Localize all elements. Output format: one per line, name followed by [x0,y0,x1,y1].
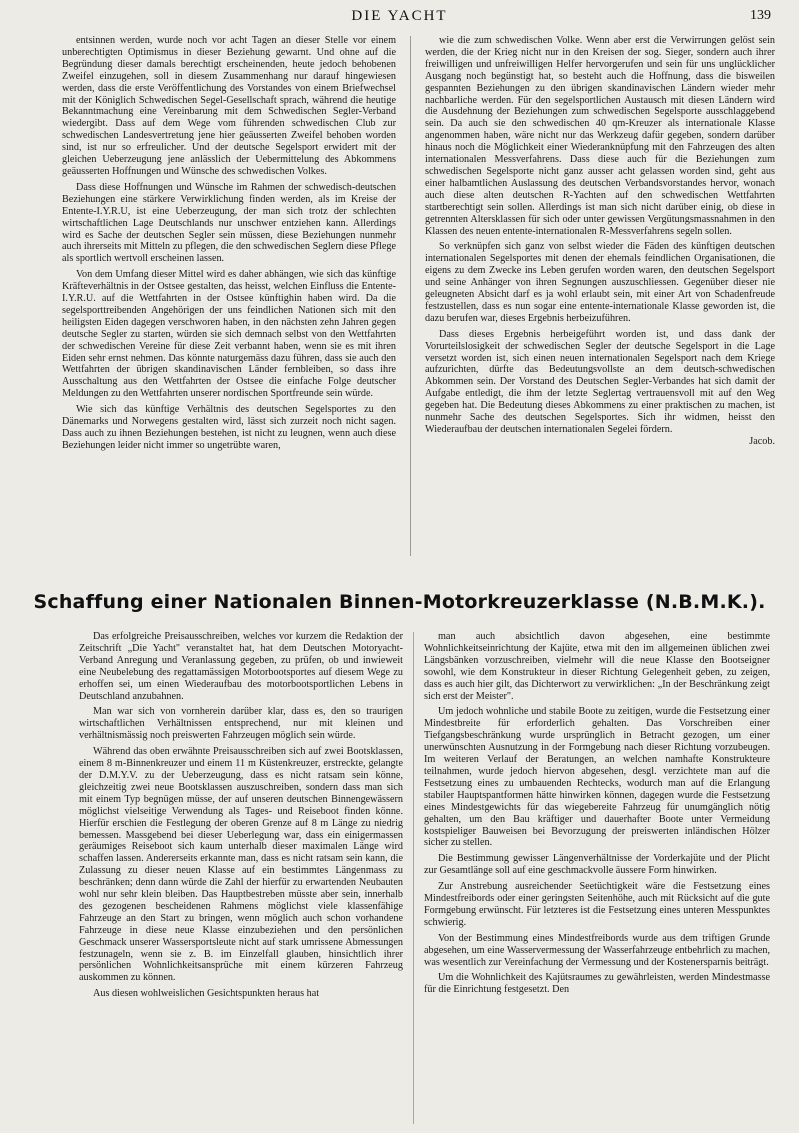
paragraph: Um die Wohnlichkeit des Kajütsraumes zu gewährleisten, werden Mindestmasse für die Einrichtung festgesetzt. Den [424,972,770,996]
paragraph: Aus diesen wohlweislichen Gesichtspunkten heraus hat [93,988,320,1000]
paragraph: Von dem Umfang dieser Mittel wird es daher abhängen, wie sich das künftige Kräfteverhältnis in der Ostsee gestalten, das heisst, welchen Einfluss die Entente-I.Y.R.U. auf die Wettfahrten in der Ostsee künftighin haben wird. Da die segelsporttreibenden Angehörigen der uns feindlichen Nationen sich mit den heiligsten Eiden dagegen verschworen haben, in den nächsten zehn Jahren gegen deutsche Segler zu starten, würden sie sich demnach selbst von den Wettfahrten der schwedischen Vereine für diese Zeit verbannt haben, wenn sie es mit ihren Eiden sehr ernst nehmen. Das könnte naturgemäss dazu führen, dass sie auch den Wettfahrten der übrigen skandinavischen Länder fernbleiben, so dass ihre Ausschaltung aus den Wettfahrten der Ostsee die einfache Folge deutscher Meldungen zu den Wettfahrten unserer nordischen Sportfreunde sein würde. [62,269,396,400]
paragraph: Um jedoch wohnliche und stabile Boote zu zeitigen, wurde die Festsetzung einer Mindestbreite für erforderlich gehalten. Das Vorschreiben einer Tiefgangsbeschränkung wurde ursprünglich in Betracht gezogen, um einer unerwünschten Ausnutzung in der Formgebung nach dieser Richtung vorzubeugen. Im weiteren Verlauf der Beratungen, an welchen namhafte Konstrukteure teilnahmen, wurde jedoch hiervon abgesehen, desgl. verzichtete man auf die Festsetzung eines zu umbauenden Rechtecks, wodurch man auf die Erlangung stabiler Hauptspantformen hätte hinwirken können, dagegen wurde die Festsetzung eines Mindestgewichts für das wiegebereite Fahrzeug für unumgänglich nötig gehalten, um den Bau kräftiger und dauerhafter Boote unter Vermeidung kostspieliger Bauweisen bei Bevorzugung der preiswerten inländischen Hölzer sicher zu stellen. [424,706,770,849]
author-signature: Jacob. [749,435,775,447]
paragraph: Man war sich von vornherein darüber klar, dass es, den so traurigen wirtschaftlichen Verhältnissen entsprechend, nur mit kleinen und verhältnismässig noch preiswerten Fahrzeugen möglich sein würde. [79,706,403,742]
paragraph: Von der Bestimmung eines Mindestfreibords wurde aus dem triftigen Grunde abgesehen, um eine Wasservermessung der Wasserfahrzeuge entbehrlich zu machen, was wesentlich zur Vereinfachung der Vermessung und der Kostenersparnis beiträgt. [424,932,770,968]
paragraph: Die Bestimmung gewisser Längenverhältnisse der Vorderkajüte und der Plicht zur Gesamtlänge soll auf eine geschmackvolle äussere Form hinwirken. [424,853,770,877]
paragraph: Während das oben erwähnte Preisausschreiben sich auf zwei Bootsklassen, einem 8 m-Binnenkreuzer und einem 11 m Küstenkreuzer, erstreckte, gelangte der D.M.Y.V. zu der Ueberzeugung, dass es nicht ratsam sein könne, gleichzeitig zwei neue Bootsklassen auszuschreiben, sondern dass man sich mit einem Typ begnügen müsse, der auf unseren deutschen Binnengewässern möglichst vielseitige Verwendung als Tages- und Reiseboot finden könne. Hierfür erschien die Festlegung der oberen Grenze auf 8 m Länge zu niedrig bemessen. Massgebend bei dieser Ueberlegung war, dass ein einigermassen geräumiges Reiseboot sich kaum unterhalb dieser maximalen Länge wird schaffen lassen. Andererseits erkannte man, dass es nicht ratsam sein kann, die Zulassung zu dieser neuen Klasse auf ein bestimmtes Längenmass zu beschränken; denn dann würde die Zahl der hierfür zu erwartenden Neubauten wohl nur sehr klein bleiben. Das Hauptbestreben müsste aber sein, innerhalb des gezogenen bescheidenen Rahmens möglichst viele klassenfähige Fahrzeuge an den Start zu bringen, wenn möglich auch schon vorhandene Fahrzeuge in diese neue Klasse einzubeziehen und den persönlichen Geschmack unserer Wassersportsleute nicht auf stark umrissene Abmessungen festzunageln, wenn sie z. B. im Einzelfall glauben, hinsichtlich ihrer persönlichen Wohnlichkeitsansprüche mit einem kürzeren Fahrzeug auskommen zu können. [79,746,403,984]
paragraph: wie die zum schwedischen Volke. Wenn aber erst die Verwirrungen gelöst sein werden, die der Krieg nicht nur in den Kreisen der sog. Sieger, sondern auch ihrer freiwilligen und unfreiwilligen Helfer hervorgerufen und sein für uns unglücklicher Ausgang noch begünstigt hat, so besteht auch die Hoffnung, dass die bisweilen gespannten Beziehungen zu den übrigen skandinavischen Ländern wieder mehr nachbarliche werden. Für den segelsportlichen Austausch mit diesen Ländern wird die Ausdehnung der Beziehungen zum schwedischen Segelsporte ausschlaggebend sein. Da auch sie den schwedischen 40 qm-Kreuzer als internationale Klasse angenommen haben, wäre nicht nur das Werkzeug dafür gegeben, sondern darüber hinaus noch die Möglichkeit einer Wiederanknüpfung mit den Fahrzeugen des alten internationalen Messverfahrens. Dass diese auch für die Beziehungen zum schwedischen Segelsporte nicht ganz ausser acht gelassen worden sind, geht aus einer halbamtlichen Auslassung des deutschen Verbandsvorstandes hervor, wonach auch diese alten deutschen R-Yachten auf den schwedischen Wettfahrten startberechtigt sein sollen. Allerdings ist man sich nicht darüber einig, ob diese in getrennten Altersklassen für sich oder unter gewissen Vergütungsmassnahmen in den Klassen des neuen entente-internationalen R-Messverfahrens segeln sollen. [425,35,775,237]
paragraph: Das erfolgreiche Preisausschreiben, welches vor kurzem die Redaktion der Zeitschrift „Die Yacht" veranstaltet hat, hat dem Deutschen Motoryacht-Verband Anregung und Veranlassung gegeben, zu prüfen, ob und inwieweit eine Neubelebung des regattamässigen Motorbootsportes auf diesem Wege zu erhoffen sei, um einen Wiederaufbau des motorbootsportlichen Lebens in Deutschland anzubahnen. [79,631,403,702]
article1-column-left [62,35,396,557]
article1-column-right [425,35,775,557]
running-head [0,4,799,26]
column-rule [410,36,411,556]
page-number: 139 [750,8,771,23]
running-title: DIE YACHT [351,8,448,24]
paragraph: So verknüpfen sich ganz von selbst wieder die Fäden des künftigen deutschen internationalen Segelsportes mit denen der ehemals feindlichen Organisationen, die eigens zu dem Zwecke ins Leben gerufen worden waren, den deutschen Segelsport und seine Anhänger von ihren Segnungen auszuschliessen. Gegenüber dieser nie geleugneten Absicht darf es ja wohl erlaubt sein, mit einer Art von Schadenfreude festzustellen, dass es nun sogar eine entente-internationale Klasse geworden ist, die dazu berufen war, dieses Ergebnis herbeizuführen. [425,241,775,324]
column-rule [413,632,414,1124]
article2-column-right [424,631,770,1128]
paragraph: man auch absichtlich davon abgesehen, eine bestimmte Wohnlichkeitseinrichtung der Kajüte, etwa mit den im allgemeinen üblichen zwei Längsbänken vorzuschreiben, vielmehr will die neue Klasse den Bootseigner sowohl, wie dem Konstrukteur in dieser Richtung Gelegenheit geben, zu zeigen, dass es auch hier gilt, das Dichterwort zu verwirklichen: „In der Beschränkung zeigt sich erst der Meister". [424,631,770,702]
article2-heading: Schaffung einer Nationalen Binnen-Motorkreuzerklasse (N.B.M.K.). [33,591,766,613]
paragraph: Dass diese Hoffnungen und Wünsche im Rahmen der schwedisch-deutschen Beziehungen eine stärkere Verwirklichung finden werden, als im Kreise der Entente-I.Y.R.U, ist eine Ueberzeugung, der man sich trotz der schlechten wirtschaftlichen Lage Deutschlands nur unschwer entziehen kann. Allerdings wird es Sache der deutschen Segler sein müssen, diese Beziehungen nunmehr auch ihrerseits mit Mitteln zu pflegen, die den schwedischen Seglern diese Pflege als sportlich wertvoll erscheinen lassen. [62,181,396,265]
paragraph: Dass dieses Ergebnis herbeigeführt worden ist, und dass dank der Vorurteilslosigkeit der schwedischen Segler der deutsche Segelsport in die Lage versetzt worden ist, sich einen neuen internationalen Segelsport nach dem Kriege aufzurichten, dürfte das Bedeutungsvollste an dem deutsch-schwedischen Abkommen sein. Der Vorstand des Deutschen Segler-Verbandes hat sich damit der Aufgabe entledigt, die ihm der letzte Seglertag vertrauensvoll mit auf den Weg gegeben hat. Die Bedeutung dieses Abkommens zu einer praktischen zu machen, ist nunmehr Sache des deutschen Segelsportes. Sich ihr widmen, heisst den Wiederaufbau der deutschen internationalen Segelei fördern. [425,328,775,435]
paragraph: Wie sich das künftige Verhältnis des deutschen Segelsportes zu den Dänemarks und Norwegens gestalten wird, lässt sich zurzeit noch nicht sagen. Dass auch zu ihnen Beziehungen bestehen, ist nicht zu leugnen, wenn auch diese Beziehungen leider nicht immer so ungetrübte waren, [62,404,396,451]
paragraph: entsinnen werden, wurde noch vor acht Tagen an dieser Stelle vor einem unberechtigten Optimismus in dieser Beziehung gewarnt. Und ohne auf die Begründung dieser damals berechtigt erscheinenden, heute jedoch behobenen Zweifel einzugehen, soll in diesem Zusammenhang nur darauf hingewiesen werden, dass die erste Veröffentlichung des Vorstandes von einem Briefwechsel mit der Königlich Schwedischen Segel-Gesellschaft sprach, während die heutige Bekanntmachung eine Vereinbarung mit dem Schwedischen Segler-Verband wiedergibt. Dass auf dem Wege vom führenden schwedischen Club zur schwedischen Landesvertretung jene hier geäusserten Zweifel behoben worden sind, ist nur so erfreulicher. Und der deutsche Segelsport erwidert mit der gleichen Ueberzeugung jene anlässlich der Uebermittelung des Abkommens geäusserten Hoffnungen und Wünsche des schwedischen Volkes. [62,35,396,177]
article2-column-left [79,631,403,1128]
paragraph: Zur Anstrebung ausreichender Seetüchtigkeit wäre die Festsetzung eines Mindestfreibords oder einer geringsten Seitenhöhe, auch mit Rücksicht auf die gute Formgebung erwünscht. Für letzteres ist die Festsetzung eines unteren Messpunktes schwierig. [424,881,770,928]
